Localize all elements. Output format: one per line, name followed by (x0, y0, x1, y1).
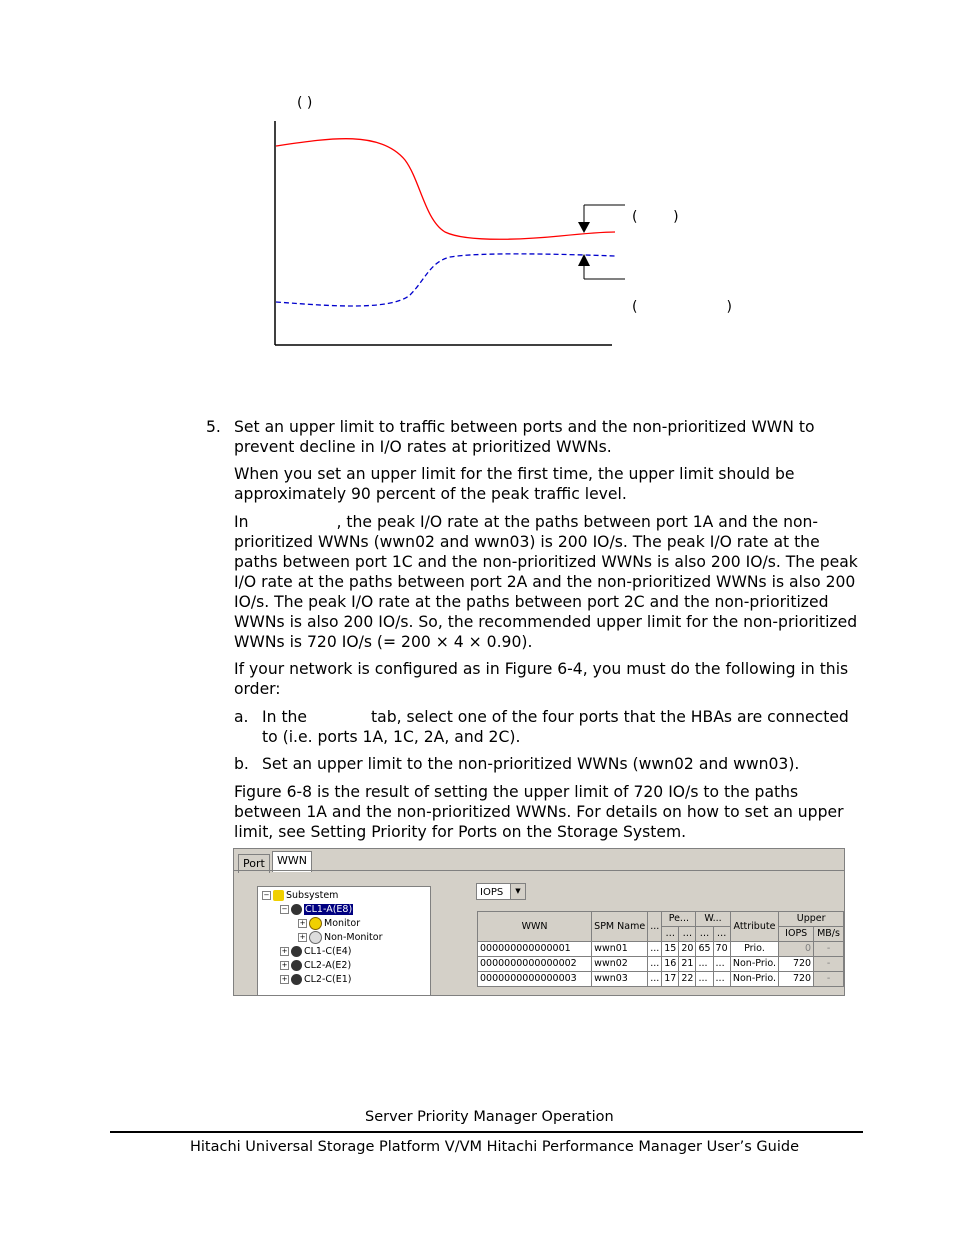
col-dots[interactable]: ... (648, 912, 662, 942)
paragraph-first-time: When you set an upper limit for the first time, the upper limit should be approximately 90 percent of the peak traffic level. (234, 465, 795, 503)
tree-root[interactable]: − Subsystem (263, 890, 339, 901)
wwn-table: WWN SPM Name ... Pe... W... Attribute Upper … … … … IOPS MB/s 000000000000001 wwn01 ... 15 20 65 70 Prio. 0 - 0000000000000002 wwn02 ... 16 21 ... ... Non-Prio. 720 - 0000000000000003 wwn03 ... 17 22 ... ... Non-Prio. 720 - (477, 911, 844, 987)
unit-select[interactable]: IOPS ▼ (476, 883, 526, 900)
tree-item-cl2-a[interactable]: + CL2-A(E2) (281, 960, 352, 971)
figure-top-label: ( ) (297, 95, 313, 111)
monitor-icon (309, 917, 322, 930)
port-icon (291, 974, 302, 985)
arrow-down (578, 222, 590, 233)
folder-icon (273, 890, 284, 901)
tab-wwn[interactable]: WWN (272, 851, 312, 872)
table-row[interactable]: 0000000000000003 wwn03 ... 17 22 ... ... Non-Prio. 720 - (478, 972, 844, 987)
subsystem-tree (257, 886, 431, 996)
paragraph-peak-rates (234, 512, 864, 652)
col-spm-name[interactable]: SPM Name (592, 912, 648, 942)
step-number: 5. (206, 418, 221, 436)
tree-item-monitor[interactable]: + Monitor (299, 918, 361, 929)
paragraph-network-config: If your network is configured as in Figure 6-4, you must do the following in this order: (234, 660, 849, 698)
col-upper[interactable]: Upper (779, 912, 844, 927)
tree-item-cl1-a[interactable]: − CL1-A(E8) (281, 904, 353, 915)
substep-b-letter: b. (234, 755, 249, 773)
traffic-curves (0, 0, 954, 380)
expand-icon[interactable]: + (281, 947, 288, 955)
port-icon (291, 904, 302, 915)
col-wwn[interactable]: WWN (478, 912, 592, 942)
figure-right-upper-label: ( ) (632, 209, 679, 225)
collapse-icon[interactable]: − (263, 891, 270, 899)
col-iops[interactable]: IOPS (779, 927, 814, 942)
port-icon (291, 960, 302, 971)
port-icon (291, 946, 302, 957)
tree-item-cl2-c[interactable]: + CL2-C(E1) (281, 974, 352, 985)
non-prioritized-curve (276, 254, 615, 306)
footer-guide-title: Hitachi Universal Storage Platform V/VM Hitachi Performance Manager User’s Guide (190, 1139, 799, 1155)
table-row[interactable]: 0000000000000002 wwn02 ... 16 21 ... ... Non-Prio. 720 - (478, 957, 844, 972)
col-w[interactable]: W... (696, 912, 730, 927)
expand-icon[interactable]: + (281, 975, 288, 983)
table-row[interactable]: 000000000000001 wwn01 ... 15 20 65 70 Prio. 0 - (478, 942, 844, 957)
tab-port[interactable]: Port (238, 854, 270, 873)
substep-b-text: Set an upper limit to the non-prioritized WWNs (wwn02 and wwn03). (262, 755, 800, 773)
col-attribute[interactable]: Attribute (730, 912, 779, 942)
collapse-icon[interactable]: − (281, 905, 288, 913)
paragraph-figure-ref: Figure 6-8 is the result of setting the upper limit of 720 IO/s to the paths between 1A and the non-prioritized WWNs. For details on how to set an upper limit, see Setting Priority for Ports on the Storage System. (234, 783, 844, 841)
col-pe[interactable]: Pe... (662, 912, 696, 927)
wwn-screenshot (233, 848, 845, 996)
chevron-down-icon[interactable]: ▼ (510, 884, 525, 899)
p2-rest: , the peak I/O rate at the paths between port 1A and the non-prioritized WWNs (wwn02 and wwn03) is 200 IO/s. The peak I/O rate at the paths between port 1C and the non-prioritized WWNs is also 200 IO/s. The peak I/O rate at the paths between port 2A and the non-prioritized WWNs is also 200 IO/s. The peak I/O rate at the paths between port 2C and the non-prioritized WWNs is also 200 IO/s. So, the recommended upper limit for the non-prioritized WWNs is 720 IO/s (= 200 × 4 × 0.90). (234, 513, 858, 651)
tree-item-non-monitor[interactable]: + Non-Monitor (299, 932, 383, 943)
non-monitor-icon (309, 931, 322, 944)
substep-a-text: In the tab, select one of the four ports that the HBAs are connected to (i.e. ports 1A, 1C, 2A, and 2C). (262, 708, 849, 746)
col-mbs[interactable]: MB/s (814, 927, 844, 942)
p2-start: In (234, 513, 249, 531)
figure-right-lower-label: ( ) (632, 299, 732, 315)
step-5-text: Set an upper limit to traffic between ports and the non-prioritized WWN to prevent decline in I/O rates at prioritized WWNs. (234, 418, 815, 456)
expand-icon[interactable]: + (299, 933, 306, 941)
substep-a-letter: a. (234, 708, 249, 726)
footer-section: Server Priority Manager Operation (365, 1109, 614, 1125)
expand-icon[interactable]: + (281, 961, 288, 969)
arrow-up (578, 254, 590, 266)
footer-divider (110, 1131, 863, 1133)
expand-icon[interactable]: + (299, 919, 306, 927)
prioritized-curve (276, 139, 615, 240)
tree-item-cl1-c[interactable]: + CL1-C(E4) (281, 946, 352, 957)
